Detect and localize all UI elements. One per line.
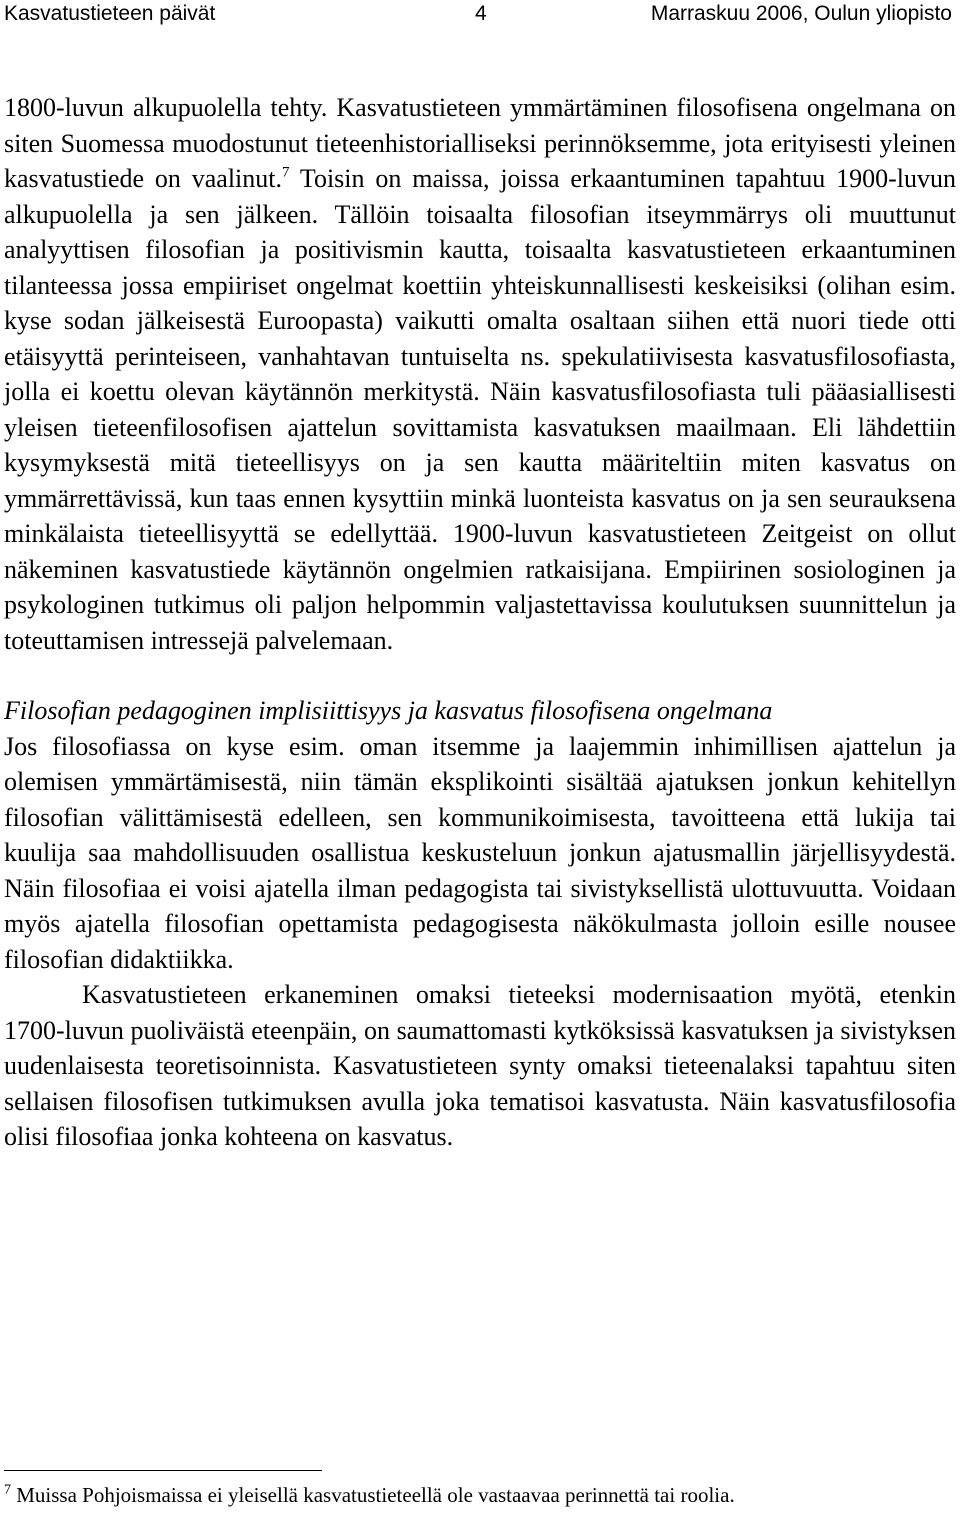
page-number: 4 [475, 2, 487, 25]
header-date-place: Marraskuu 2006, Oulun yliopisto [650, 2, 952, 25]
document-body [4, 90, 956, 1155]
section-heading: Filosofian pedagoginen implisiittisyys ja kasvatus filosofisena ongelmana [4, 696, 773, 725]
paragraph-3: Kasvatustieteen erkaneminen omaksi tieteeksi modernisaation myötä, etenkin 1700-luvun puoliväistä eteenpäin, on saumattomasti kytköksissä kasvatuksen ja sivistyksen uudenlaisesta teoretisoinnista. Kasvatustieteen synty omaksi tieteenalaksi tapahtuu siten sellaisen filosofisen tutkimuksen avulla joka tematisoi kasvatusta. Näin kasvatusfilosofia olisi filosofiaa jonka kohteena on kasvatus. [4, 980, 956, 1151]
paragraph-1 [4, 90, 956, 658]
header-conference: Kasvatustieteen päivät [4, 2, 216, 25]
footnote-text: Muissa Pohjoismaissa ei yleisellä kasvatustieteellä ole vastaavaa perinnettä tai roolia. [11, 1483, 735, 1507]
footnote [4, 1481, 956, 1509]
paragraph-1-rest: Toisin on maissa, joissa erkaantuminen tapahtuu 1900-luvun alkupuolella ja sen jälkeen. Tällöin toisaalta filosofian itseymmärrys oli muuttunut analyyttisen filosofian ja positivismin kautta, toisaalta kasvatustieteen erkaantuminen tilanteessa jossa empiiriset ongelmat koettiin yhteiskunnallisesti keskeisiksi (olihan esim. kyse sodan jälkeisestä Euroopasta) vaikutti omalta osaltaan siihen että nuori tiede otti etäisyyttä perinteiseen, vanhahtavan tuntuiselta ns. spekulatiivisesta kasvatusfilosofiasta, jolla ei koettu olevan käytännön merkitystä. Näin kasvatusfilosofiasta tuli pääasiallisesti yleisen tieteenfilosofisen ajattelun sovittamista kasvatuksen maailmaan. Eli lähdettiin kysymyksestä mitä tieteellisyys on ja sen kautta määriteltiin miten kasvatus on ymmärrettävissä, kun taas ennen kysyttiin minkä luonteista kasvatus on ja sen seurauksena minkälaista tieteellisyyttä se edellyttää. 1900-luvun kasvatustieteen Zeitgeist on ollut näkeminen kasvatustiede käytännön ongelmien ratkaisijana. Empiirinen sosiologinen ja psykologinen tutkimus oli paljon helpommin valjastettavissa koulutuksen suunnittelun ja toteuttamisen intressejä palvelemaan. [4, 164, 956, 655]
paragraph-spacer [4, 658, 956, 693]
footnote-separator [4, 1470, 322, 1471]
paragraph-2: Jos filosofiassa on kyse esim. oman itsemme ja laajemmin inhimillisen ajattelun ja olemisen ymmärtämisestä, niin tämän eksplikointi sisältää ajatuksen jonkun kehitellyn filosofian välittämisestä edelleen, sen kommunikoimisesta, tavoitteena että lukija tai kuulija saa mahdollisuuden osallistua keskusteluun jonkun ajatusmallin järjellisyydestä. Näin filosofiaa ei voisi ajatella ilman pedagogista tai sivistyksellistä ulottuvuutta. Voidaan myös ajatella filosofian opettamista pedagogisesta näkökulmasta jolloin esille nousee filosofian didaktiikka. [4, 731, 956, 974]
footnote-number: 7 [4, 1482, 11, 1498]
page-header [4, 2, 952, 30]
paragraph-1-start: 1800-luvun alkupuolella tehty. Kasvatustieteen ymmärtäminen filosofisena ongelmana on siten Suomessa muodostunut tieteenhistorialliseksi perinnöksemme, jota erityisesti yleinen kasvatustiede on vaalinut. [4, 93, 956, 193]
footnote-reference: 7 [282, 164, 290, 181]
